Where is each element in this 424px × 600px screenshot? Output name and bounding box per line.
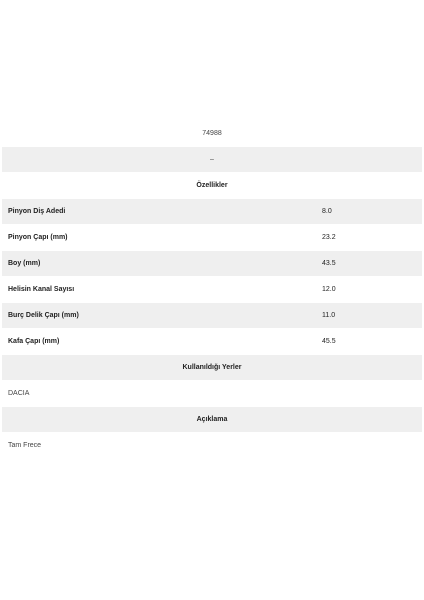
features-header-row (2, 173, 422, 199)
description-header: Açıklama (196, 416, 228, 423)
feature-label: Burç Delik Çapı (mm) (8, 312, 79, 319)
feature-row (2, 251, 422, 277)
feature-row (2, 329, 422, 355)
description-row (2, 433, 422, 459)
feature-label: Helisin Kanal Sayısı (8, 286, 75, 293)
usage-header-row (2, 355, 422, 381)
feature-value: 11.0 (322, 312, 336, 319)
feature-value: 8.0 (322, 208, 332, 215)
feature-label: Pinyon Çapı (mm) (8, 234, 68, 241)
product-code-row (2, 121, 422, 147)
feature-value: 45.5 (322, 338, 336, 345)
product-code: 74988 (202, 130, 222, 137)
feature-label: Pinyon Diş Adedi (8, 208, 66, 215)
feature-row (2, 277, 422, 303)
usage-value: DACIA (8, 390, 30, 397)
usage-row (2, 381, 422, 407)
dash-row (2, 147, 422, 173)
feature-value: 23.2 (322, 234, 336, 241)
feature-label: Kafa Çapı (mm) (8, 338, 60, 345)
feature-row (2, 199, 422, 225)
feature-value: 12.0 (322, 286, 336, 293)
description-value: Tam Frece (8, 442, 42, 449)
usage-header: Kullanıldığı Yerler (182, 364, 242, 371)
feature-label: Boy (mm) (8, 260, 41, 267)
description-header-row (2, 407, 422, 433)
feature-value: 43.5 (322, 260, 336, 267)
feature-row (2, 225, 422, 251)
feature-row (2, 303, 422, 329)
product-spec-table (2, 121, 422, 459)
features-header: Özellikler (196, 182, 228, 189)
dash-value: – (210, 156, 214, 163)
